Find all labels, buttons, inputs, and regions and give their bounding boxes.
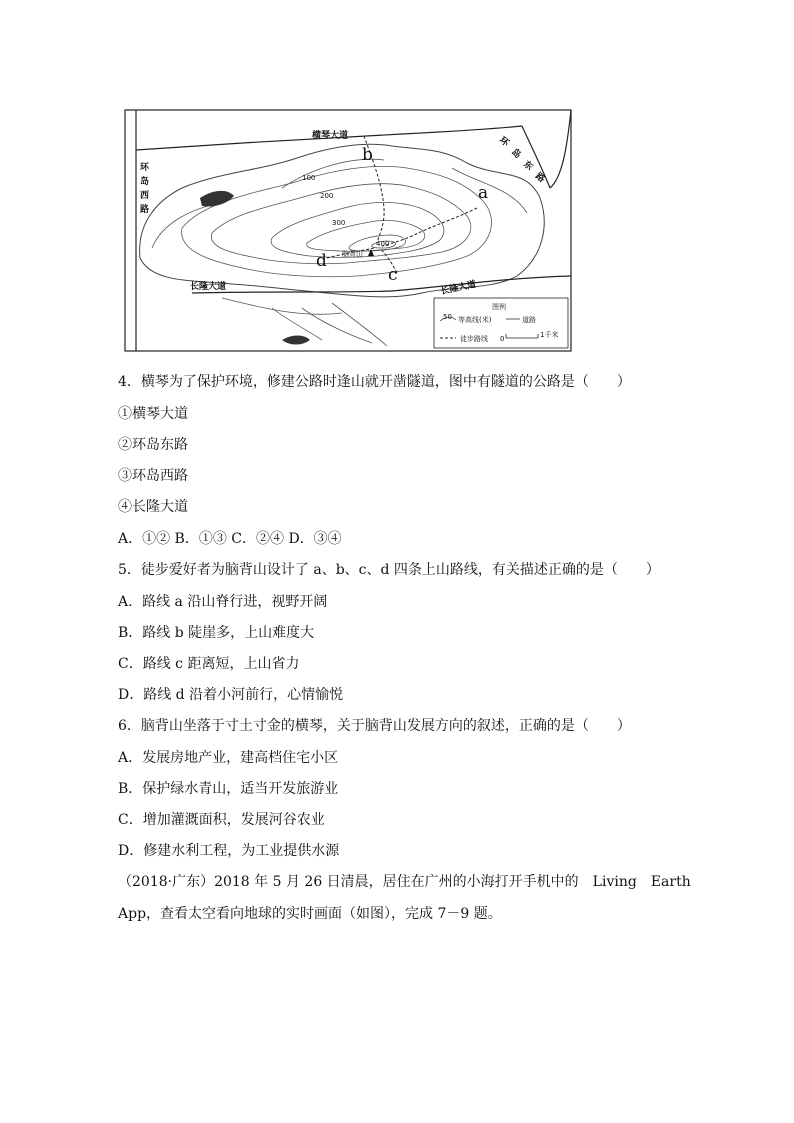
question-4-stem: 4．横琴为了保护环境，修建公路时逢山就开凿隧道，图中有隧道的公路是（ ） <box>118 374 631 390</box>
question-5-stem: 5．徒步爱好者为脑背山设计了 a、b、c、d 四条上山路线，有关描述正确的是（ ） <box>118 562 660 578</box>
legend-scale-start: 0 <box>500 335 505 343</box>
question-5-option-b: B．路线 b 陡崖多，上山难度大 <box>118 625 315 641</box>
legend-scale-end: 1千米 <box>540 331 559 339</box>
question-4-item-3: ③环岛西路 <box>118 468 188 484</box>
label-changlong-left: 长隆大道 <box>190 282 227 292</box>
route-label-a: a <box>478 183 489 203</box>
question-6-option-a: A．发展房地产业，建高档住宅小区 <box>118 750 339 766</box>
svg-text:东: 东 <box>521 159 535 173</box>
intro-line-2: App，查看太空看向地球的实时画面（如图），完成 7－9 题。 <box>118 906 502 922</box>
legend-title: 图例 <box>492 303 506 311</box>
peak-label: 脑背山 <box>342 250 363 258</box>
label-changlong-right: 长隆大道 <box>439 279 478 298</box>
legend-trail-text: 徒步路线 <box>460 335 488 343</box>
route-label-c: c <box>388 265 398 285</box>
question-4-item-2: ②环岛东路 <box>118 437 188 453</box>
intro-line-1: （2018·广东）2018 年 5 月 26 日清晨，居住在广州的小海打开手机中的 Living Earth <box>118 874 691 890</box>
legend-road-text: 道路 <box>522 316 536 324</box>
question-6-option-d: D．修建水利工程，为工业提供水源 <box>118 843 340 859</box>
legend-contour-sample: 50 <box>443 313 452 321</box>
topographic-map <box>122 108 574 354</box>
question-5-option-d: D．路线 d 沿着小河前行，心情愉悦 <box>118 687 344 703</box>
contour-label-400: 400 <box>376 240 390 248</box>
svg-text:路: 路 <box>533 171 547 185</box>
question-6-option-b: B．保护绿水青山，适当开发旅游业 <box>118 781 339 797</box>
route-label-d: d <box>316 251 327 271</box>
legend-contour-text: 等高线(米) <box>458 316 492 324</box>
svg-text:岛: 岛 <box>140 177 150 187</box>
contour-label-100: 100 <box>302 174 316 182</box>
question-4-item-1: ①横琴大道 <box>118 406 188 422</box>
svg-text:环: 环 <box>497 135 511 149</box>
contour-label-300: 300 <box>332 219 346 227</box>
contour-label-200: 200 <box>320 192 334 200</box>
question-6-stem: 6．脑背山坐落于寸土寸金的横琴，关于脑背山发展方向的叙述，正确的是（ ） <box>118 718 631 734</box>
label-hengqin-road: 横琴大道 <box>312 131 349 141</box>
svg-text:西: 西 <box>140 191 150 201</box>
svg-text:环: 环 <box>140 163 150 173</box>
question-6-option-c: C．增加灌溉面积，发展河谷农业 <box>118 812 325 828</box>
question-5-option-a: A．路线 a 沿山脊行进，视野开阔 <box>118 594 328 610</box>
question-4-item-4: ④长隆大道 <box>118 499 188 515</box>
svg-text:路: 路 <box>140 205 150 215</box>
route-label-b: b <box>362 145 373 165</box>
question-5-option-c: C．路线 c 距离短，上山省力 <box>118 656 300 672</box>
svg-text:岛: 岛 <box>509 147 523 161</box>
question-4-choices: A．①② B．①③ C．②④ D．③④ <box>118 531 342 547</box>
map-legend <box>434 298 568 348</box>
